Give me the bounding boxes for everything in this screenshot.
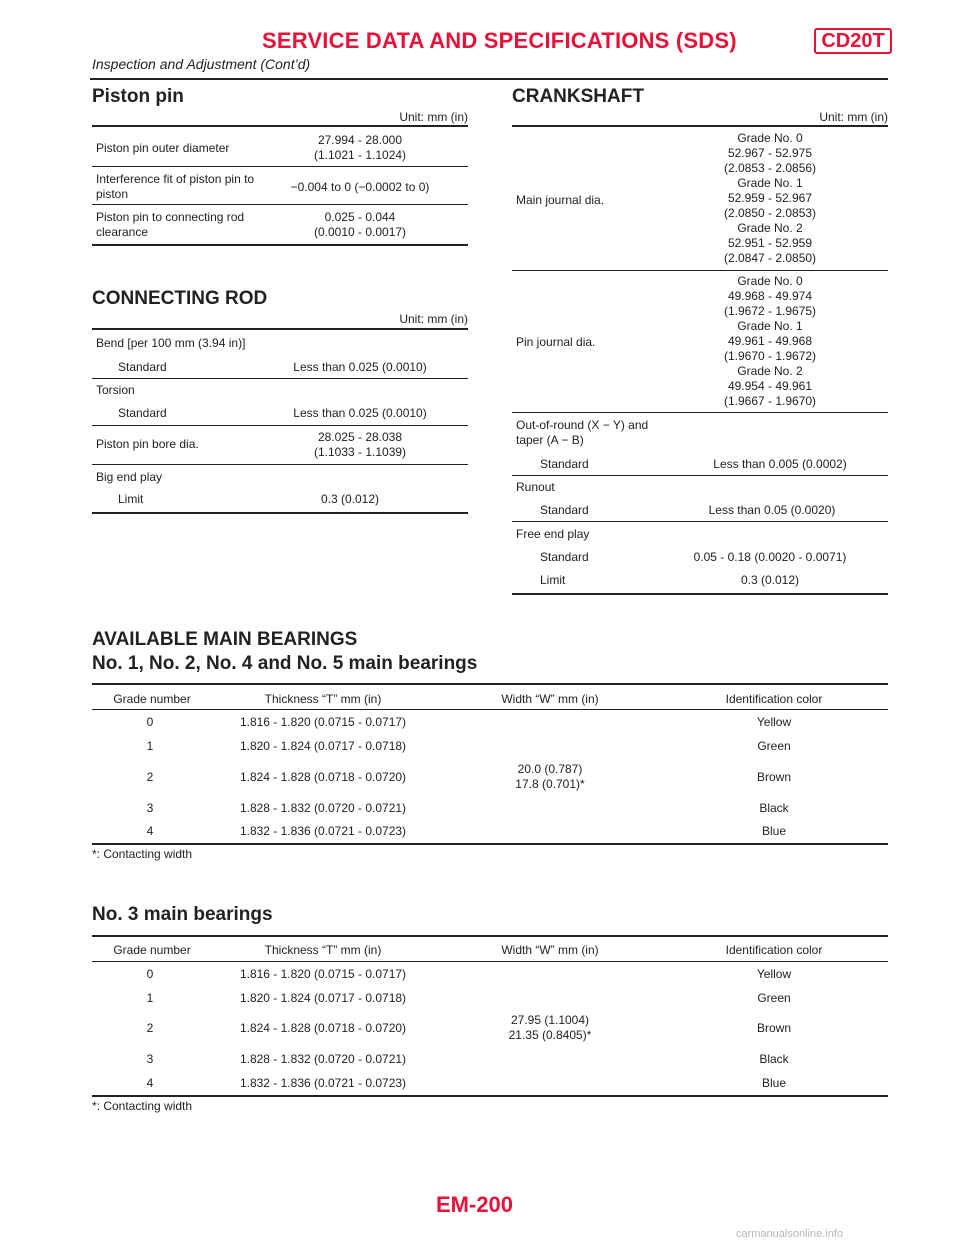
torsion-standard-label: Standard xyxy=(118,406,167,420)
end-play-standard-label: Standard xyxy=(540,550,589,564)
pin-journal-values: Grade No. 0 49.968 - 49.974 (1.9672 - 1.9675) Grade No. 1 49.961 - 49.968 (1.9670 - 1.9672) Grade No. 2 49.954 - 49.961 (1.9667 - 1.9670) xyxy=(723,274,817,408)
table-top-rule xyxy=(92,328,468,330)
color-cell: Brown xyxy=(756,1021,791,1035)
color-cell: Green xyxy=(757,739,791,753)
crankshaft-unit: Unit: mm (in) xyxy=(819,110,888,124)
col-header-color: Identification color xyxy=(725,692,823,706)
color-cell: Yellow xyxy=(756,967,792,981)
crankshaft-title: CRANKSHAFT xyxy=(512,86,644,107)
watermark: carmanualsonline.info xyxy=(736,1228,844,1240)
table-bottom-rule xyxy=(92,244,468,246)
page-subtitle: Inspection and Adjustment (Cont’d) xyxy=(92,56,311,72)
row-divider xyxy=(512,475,888,476)
thickness-cell: 1.824 - 1.828 (0.0718 - 0.0720) xyxy=(239,770,407,784)
col-header-width: Width “W” mm (in) xyxy=(501,692,599,706)
thickness-cell: 1.816 - 1.820 (0.0715 - 0.0717) xyxy=(239,967,407,981)
piston-pin-od-label: Piston pin outer diameter xyxy=(96,141,230,155)
thickness-cell: 1.820 - 1.824 (0.0717 - 0.0718) xyxy=(239,739,407,753)
connecting-rod-unit: Unit: mm (in) xyxy=(399,312,468,326)
thickness-cell: 1.828 - 1.832 (0.0720 - 0.0721) xyxy=(239,1052,407,1066)
grade-cell: 4 xyxy=(146,824,154,838)
torsion-standard-value: Less than 0.025 (0.0010) xyxy=(293,406,427,420)
pin-bore-value: 28.025 - 28.038 (1.1033 - 1.1039) xyxy=(313,430,407,459)
header-divider xyxy=(92,709,888,710)
free-end-play-label: Free end play xyxy=(516,527,590,541)
end-play-limit-value: 0.3 (0.012) xyxy=(740,573,800,587)
row-divider xyxy=(512,412,888,413)
row-divider xyxy=(512,270,888,271)
end-play-standard-value: 0.05 - 0.18 (0.0020 - 0.0071) xyxy=(693,550,847,564)
col-header-thickness: Thickness “T” mm (in) xyxy=(264,943,382,957)
no3-bearings-title: No. 3 main bearings xyxy=(92,904,273,925)
row-divider xyxy=(92,166,468,167)
interference-fit-value: −0.004 to 0 (−0.0002 to 0) xyxy=(290,180,430,194)
header-divider xyxy=(92,961,888,962)
thickness-cell: 1.820 - 1.824 (0.0717 - 0.0718) xyxy=(239,991,407,1005)
main-journal-values: Grade No. 0 52.967 - 52.975 (2.0853 - 2.0856) Grade No. 1 52.959 - 52.967 (2.0850 - 2.0853) Grade No. 2 52.951 - 52.959 (2.0847 - 2.0850) xyxy=(723,131,817,265)
row-divider xyxy=(512,521,888,522)
runout-label: Runout xyxy=(516,480,555,494)
bend-standard-label: Standard xyxy=(118,360,167,374)
runout-standard-value: Less than 0.05 (0.0020) xyxy=(708,503,836,517)
row-divider xyxy=(92,378,468,379)
thickness-cell: 1.828 - 1.832 (0.0720 - 0.0721) xyxy=(239,801,407,815)
model-badge: CD20T xyxy=(814,28,892,54)
col-header-color: Identification color xyxy=(725,943,823,957)
page-header-title: SERVICE DATA AND SPECIFICATIONS (SDS) xyxy=(262,28,737,53)
thickness-cell: 1.816 - 1.820 (0.0715 - 0.0717) xyxy=(239,715,407,729)
bend-label: Bend [per 100 mm (3.94 in)] xyxy=(96,336,246,350)
color-cell: Blue xyxy=(761,824,787,838)
thickness-cell: 1.824 - 1.828 (0.0718 - 0.0720) xyxy=(239,1021,407,1035)
grade-cell: 1 xyxy=(146,991,154,1005)
table-bottom-rule xyxy=(512,593,888,595)
col-header-grade: Grade number xyxy=(113,692,191,706)
bend-standard-value: Less than 0.025 (0.0010) xyxy=(293,360,427,374)
color-cell: Yellow xyxy=(756,715,792,729)
table-bottom-rule xyxy=(92,1095,888,1097)
footnote: *: Contacting width xyxy=(92,847,193,861)
out-of-round-standard-value: Less than 0.005 (0.0002) xyxy=(713,457,847,471)
table-top-rule xyxy=(92,125,468,127)
connecting-rod-title: CONNECTING ROD xyxy=(92,288,268,309)
piston-pin-unit: Unit: mm (in) xyxy=(399,110,468,124)
big-end-play-label: Big end play xyxy=(96,470,163,484)
row-divider xyxy=(92,464,468,465)
runout-standard-label: Standard xyxy=(540,503,589,517)
color-cell: Brown xyxy=(756,770,791,784)
pin-rod-clearance-label: Piston pin to connecting rod clearance xyxy=(96,210,245,239)
grade-cell: 2 xyxy=(146,1021,154,1035)
grade-cell: 4 xyxy=(146,1076,154,1090)
table-top-rule xyxy=(512,125,888,127)
out-of-round-label: Out-of-round (X − Y) and taper (A − B) xyxy=(516,418,649,447)
color-cell: Black xyxy=(759,1052,789,1066)
col-header-thickness: Thickness “T” mm (in) xyxy=(264,692,382,706)
col-header-width: Width “W” mm (in) xyxy=(501,943,599,957)
table-bottom-rule xyxy=(92,512,468,514)
pin-journal-label: Pin journal dia. xyxy=(516,335,596,349)
footnote: *: Contacting width xyxy=(92,1099,193,1113)
table-bottom-rule xyxy=(92,843,888,845)
pin-bore-label: Piston pin bore dia. xyxy=(96,437,199,451)
grade-cell: 1 xyxy=(146,739,154,753)
color-cell: Black xyxy=(759,801,789,815)
out-of-round-standard-label: Standard xyxy=(540,457,589,471)
piston-pin-od-value: 27.994 - 28.000 (1.1021 - 1.1024) xyxy=(313,133,407,162)
grade-cell: 0 xyxy=(146,715,154,729)
page-number: EM-200 xyxy=(436,1192,514,1217)
color-cell: Blue xyxy=(761,1076,787,1090)
grade-cell: 2 xyxy=(146,770,154,784)
row-divider xyxy=(92,204,468,205)
big-end-limit-label: Limit xyxy=(118,492,144,506)
main-bearings-subtitle: No. 1, No. 2, No. 4 and No. 5 main bearings xyxy=(92,653,478,674)
end-play-limit-label: Limit xyxy=(540,573,566,587)
piston-pin-title: Piston pin xyxy=(92,86,184,107)
color-cell: Green xyxy=(757,991,791,1005)
grade-cell: 3 xyxy=(146,801,154,815)
main-journal-label: Main journal dia. xyxy=(516,193,605,207)
row-divider xyxy=(92,425,468,426)
interference-fit-label: Interference fit of piston pin to piston xyxy=(96,172,255,201)
width-cell: 27.95 (1.1004) 21.35 (0.8405)* xyxy=(508,1013,592,1042)
col-header-grade: Grade number xyxy=(113,943,191,957)
big-end-limit-value: 0.3 (0.012) xyxy=(320,492,380,506)
table-top-rule xyxy=(92,683,888,685)
thickness-cell: 1.832 - 1.836 (0.0721 - 0.0723) xyxy=(239,824,407,838)
torsion-label: Torsion xyxy=(96,383,135,397)
table-top-rule xyxy=(92,935,888,937)
width-cell: 20.0 (0.787) 17.8 (0.701)* xyxy=(515,762,585,791)
pin-rod-clearance-value: 0.025 - 0.044 (0.0010 - 0.0017) xyxy=(313,210,407,239)
thickness-cell: 1.832 - 1.836 (0.0721 - 0.0723) xyxy=(239,1076,407,1090)
grade-cell: 0 xyxy=(146,967,154,981)
main-bearings-title: AVAILABLE MAIN BEARINGS xyxy=(92,629,358,650)
header-divider xyxy=(90,78,888,80)
grade-cell: 3 xyxy=(146,1052,154,1066)
